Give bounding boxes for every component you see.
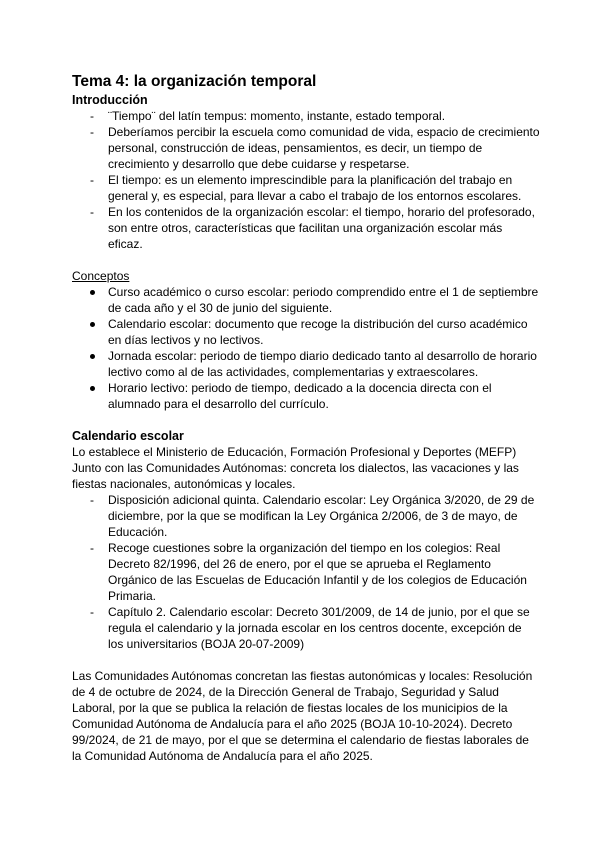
bullet-icon: [90, 354, 95, 359]
calendario-list: [72, 492, 540, 652]
introduccion-list: [72, 108, 540, 252]
list-item: - Capítulo 2. Calendario escolar: Decreto 301/2009, de 14 de junio, por el que se regula el calendario y la jornada escolar en los centros docente, excepción de los universitarios (BOJA 20-07-2009): [90, 605, 530, 651]
list-item: Jornada escolar: periodo de tiempo diario dedicado tanto al desarrollo de horario lectivo como al de las actividades, complementarias y extraescolares.: [72, 348, 540, 380]
dash-marker: -: [90, 493, 94, 507]
dash-marker: -: [90, 125, 94, 139]
spacer: [72, 252, 540, 268]
section-heading-introduccion: Introducción: [72, 93, 148, 107]
section-heading-calendario: Calendario escolar: [72, 429, 184, 443]
section-heading-conceptos: Conceptos: [72, 269, 130, 283]
list-item: Horario lectivo: periodo de tiempo, dedicado a la docencia directa con el alumnado para el desarrollo del currículo.: [72, 380, 540, 412]
document-title: Tema 4: la organización temporal: [72, 73, 317, 90]
dash-marker: -: [90, 173, 94, 187]
list-item: Curso académico o curso escolar: periodo comprendido entre el 1 de septiembre de cada año y el 30 de junio del siguiente.: [72, 284, 540, 316]
list-item: - Disposición adicional quinta. Calendario escolar: Ley Orgánica 3/2020, de 29 de diciembre, por la que se modifican la Ley Orgánica 2/2006, de 3 de mayo, de Educación.: [90, 493, 535, 539]
dash-marker: -: [90, 605, 94, 619]
dash-marker: -: [90, 109, 94, 123]
calendario-closing: Las Comunidades Autónomas concretan las fiestas autonómicas y locales: Resolución de 4 de octubre de 2024, de la Dirección General de Trabajo, Seguridad y Salud Laboral, por la que se publica la relación de fiestas locales de los municipios de la Comunidad Autónoma de Andalucía para el año 2025 (BOJA 10-10-2024). Decreto 99/2024, de 21 de mayo, por el que se determina el calendario de fiestas laborales de la Comunidad Autónoma de Andalucía para el año 2025.: [72, 669, 533, 763]
bullet-icon: [90, 290, 95, 295]
spacer: [72, 652, 540, 668]
dash-marker: -: [90, 541, 94, 555]
calendario-intro: Lo establece el Ministerio de Educación, Formación Profesional y Deportes (MEFP) Junto con las Comunidades Autónomas: concreta los dialectos, las vacaciones y las fiestas nacionales, autonómicas y locales.: [72, 445, 519, 491]
list-item: Calendario escolar: documento que recoge la distribución del curso académico en días lectivos y no lectivos.: [72, 316, 540, 348]
list-item: - Recoge cuestiones sobre la organización del tiempo en los colegios: Real Decreto 82/1996, del 26 de enero, por el que se aprueba el Reglamento Orgánico de las Escuelas de Educación Infantil y de los colegios de Educación Primaria.: [90, 541, 527, 603]
dash-marker: -: [90, 205, 94, 219]
spacer: [72, 412, 540, 428]
bullet-icon: [90, 322, 95, 327]
bullet-icon: [90, 386, 95, 391]
list-item: - Deberíamos percibir la escuela como comunidad de vida, espacio de crecimiento personal, construcción de ideas, pensamientos, es decir, un tiempo de crecimiento y desarrollo que debe cuidarse y respetarse.: [90, 125, 540, 171]
list-item: - El tiempo: es un elemento imprescindible para la planificación del trabajo en general y, es especial, para llevar a cabo el trabajo de los entornos escolares.: [90, 173, 522, 203]
conceptos-list: [72, 284, 540, 412]
list-item: - En los contenidos de la organización escolar: el tiempo, horario del profesorado, son entre otros, características que facilitan una organización escolar más eficaz.: [90, 205, 535, 251]
list-item: - ¨Tiempo¨ del latín tempus: momento, instante, estado temporal.: [90, 109, 446, 123]
